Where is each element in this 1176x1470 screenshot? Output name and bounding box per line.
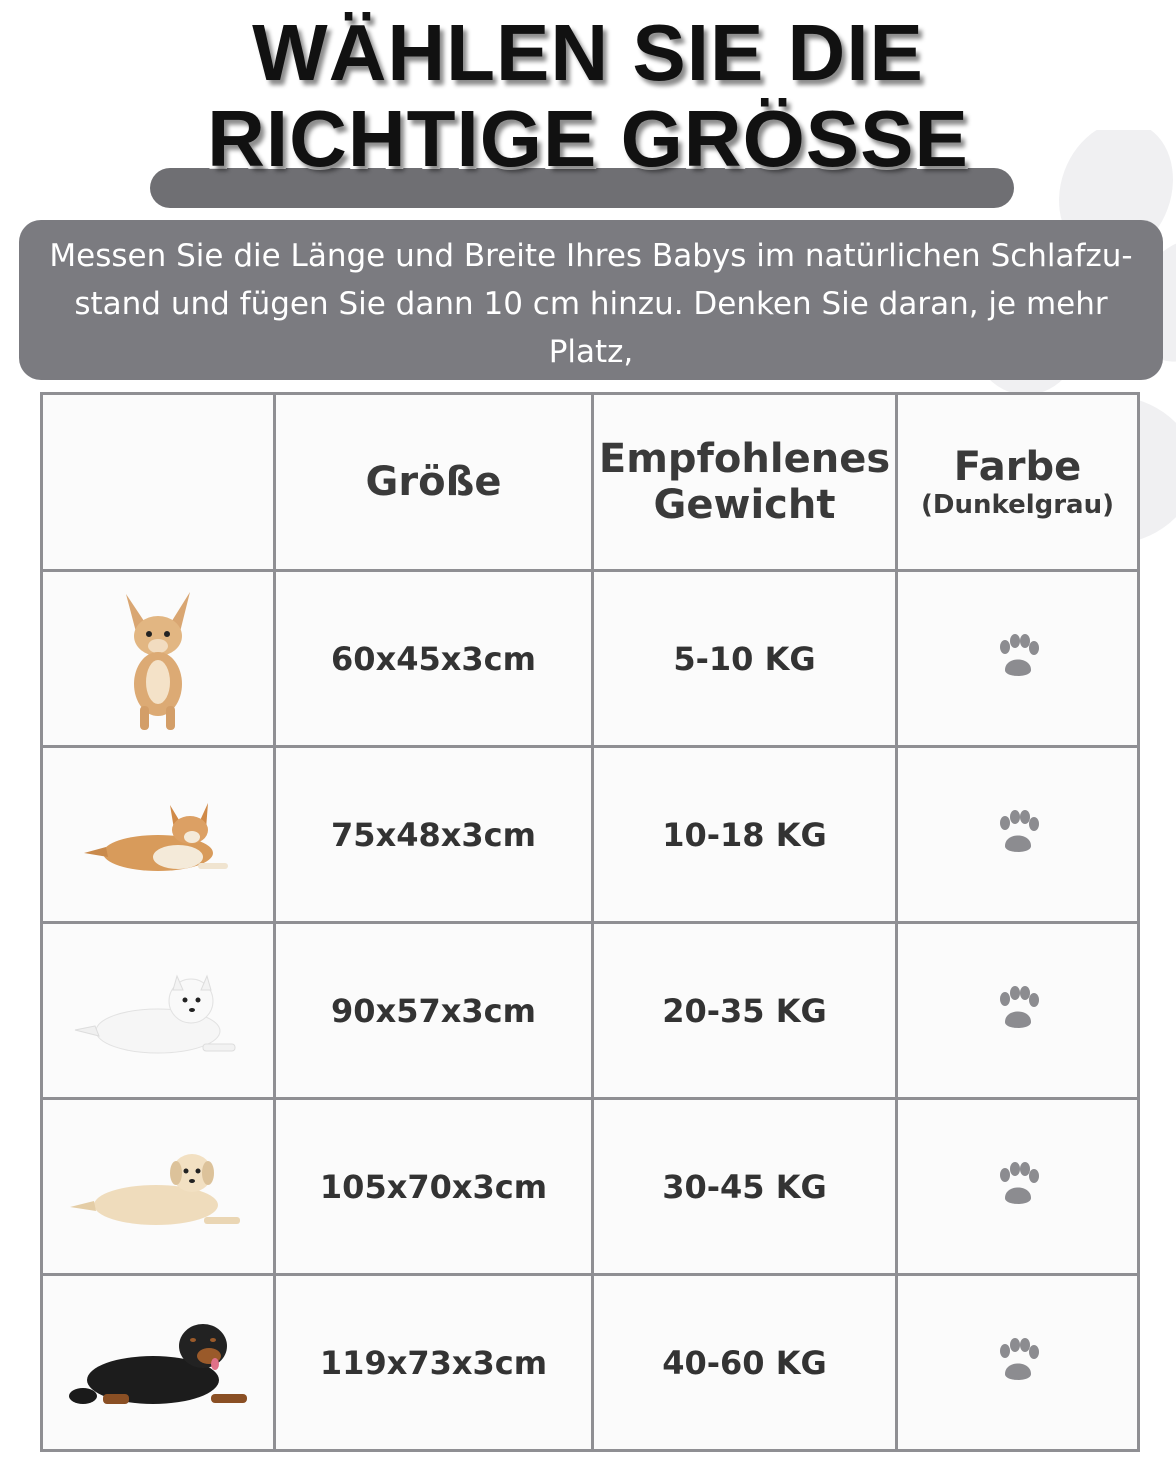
size-value: 60x45x3cm	[331, 639, 536, 678]
size-cell	[275, 571, 593, 747]
corgi-photo	[42, 747, 275, 923]
color-cell	[897, 747, 1139, 923]
table-row	[42, 923, 1139, 1099]
header-size	[275, 394, 593, 571]
paw-icon	[993, 1336, 1043, 1386]
weight-value: 20-35 KG	[662, 991, 827, 1030]
size-cell	[275, 1275, 593, 1451]
size-cell	[275, 923, 593, 1099]
title-line-1: WÄHLEN SIE DIE	[252, 8, 924, 97]
paw-icon	[993, 984, 1043, 1034]
color-cell	[897, 571, 1139, 747]
size-value: 119x73x3cm	[319, 1343, 548, 1382]
weight-cell	[593, 1099, 897, 1275]
weight-value: 40-60 KG	[662, 1343, 827, 1382]
color-cell	[897, 1275, 1139, 1451]
weight-value: 5-10 KG	[673, 639, 816, 678]
rottweiler-photo	[42, 1275, 275, 1451]
weight-value: 30-45 KG	[662, 1167, 827, 1206]
header-color	[897, 394, 1139, 571]
size-value: 75x48x3cm	[331, 815, 536, 854]
weight-cell	[593, 571, 897, 747]
title-line-2: RICHTIGE GRÖSSE	[207, 94, 969, 183]
header-color-label: Farbe	[953, 444, 1082, 490]
size-cell	[275, 1099, 593, 1275]
size-value: 90x57x3cm	[331, 991, 536, 1030]
header-weight-line-2: Gewicht	[653, 482, 836, 528]
intro-line-1: Messen Sie die Länge und Breite Ihres Babys im natürlichen Schlafzu-	[49, 238, 1133, 274]
paw-icon	[993, 1160, 1043, 1210]
paw-icon	[993, 632, 1043, 682]
weight-cell	[593, 923, 897, 1099]
table-row	[42, 1099, 1139, 1275]
intro-line-2: stand und fügen Sie dann 10 cm hinzu. Denken Sie daran, je mehr Platz,	[74, 286, 1108, 370]
size-table	[40, 392, 1140, 1452]
header-color-sub: (Dunkelgrau)	[921, 490, 1114, 520]
labrador-photo	[42, 1099, 275, 1275]
weight-cell	[593, 1275, 897, 1451]
size-value: 105x70x3cm	[319, 1167, 548, 1206]
intro-panel	[19, 220, 1163, 380]
header-weight-line-1: Empfohlenes	[598, 436, 891, 482]
color-cell	[897, 1099, 1139, 1275]
header-image	[42, 394, 275, 571]
table-row	[42, 571, 1139, 747]
page-title	[0, 10, 1176, 182]
samoyed-photo	[42, 923, 275, 1099]
weight-cell	[593, 747, 897, 923]
table-header-row	[42, 394, 1139, 571]
color-cell	[897, 923, 1139, 1099]
chihuahua-photo	[42, 571, 275, 747]
header-size-label: Größe	[365, 459, 502, 505]
table-row	[42, 1275, 1139, 1451]
paw-icon	[993, 808, 1043, 858]
size-cell	[275, 747, 593, 923]
header-weight	[593, 394, 897, 571]
weight-value: 10-18 KG	[662, 815, 827, 854]
table-row	[42, 747, 1139, 923]
